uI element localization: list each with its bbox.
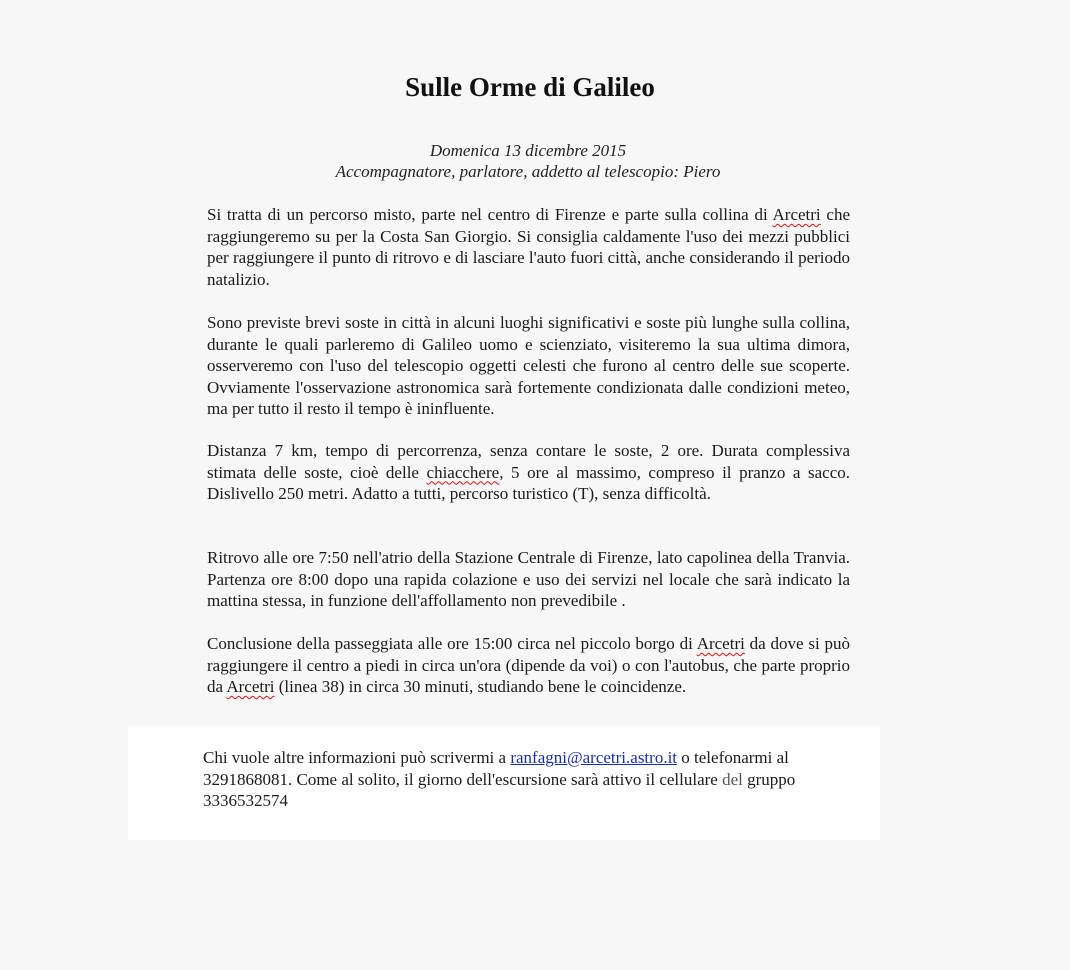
paragraph-text: Si tratta di un percorso misto, parte nel centro di Firenze e parte sulla collina di — [207, 205, 773, 224]
paragraph-text: (linea 38) in circa 30 minuti, studiando bene le coincidenze. — [274, 677, 687, 696]
contact-text: Chi vuole altre informazioni può scrivermi a — [203, 748, 511, 767]
spellcheck-word: Arcetri — [696, 634, 745, 653]
paragraph-text: che raggiungeremo su per la Costa San Giorgio. Si consiglia caldamente l'uso dei mezzi pubblici per raggiungere il punto di ritrovo e di lasciare l'auto fuori città, anche considerando il periodo natalizio. — [207, 205, 850, 289]
document-title: Sulle Orme di Galileo — [405, 72, 655, 102]
contact-text: o telefonarmi al 3291868081. Come al solito, il giorno dell'escursione sarà attivo il cellulare — [203, 748, 789, 789]
paragraph-distance — [207, 440, 850, 505]
spellcheck-word: Arcetri — [226, 677, 275, 696]
paragraph-text: Distanza 7 km, tempo di percorrenza, senza contare le soste, 2 ore. Durata complessiva stimata delle soste, cioè delle — [207, 441, 850, 482]
contact-text: del — [722, 769, 743, 789]
guide-info: Accompagnatore, parlatore, addetto al telescopio: Piero — [335, 162, 721, 181]
paragraph-conclusion — [207, 633, 850, 698]
paragraph-meeting: Ritrovo alle ore 7:50 nell'atrio della Stazione Centrale di Firenze, lato capolinea della Tranvia. Partenza ore 8:00 dopo una rapida colazione e uso dei servizi nel locale che sarà indicato la mattina stessa, in funzione dell'affollamento non prevedibile . — [207, 548, 850, 610]
paragraph-text: Conclusione della passeggiata alle ore 15:00 circa nel piccolo borgo di — [207, 634, 697, 653]
email-link[interactable]: ranfagni@arcetri.astro.it — [510, 748, 678, 767]
paragraph-text: da dove si può raggiungere il centro a piedi in circa un'ora (dipende da voi) o con l'autobus, che parte proprio da — [207, 634, 850, 696]
paragraph-text: , 5 ore al massimo, compreso il pranzo a sacco. Dislivello 250 metri. Adatto a tutti, percorso turistico (T), senza difficoltà. — [207, 462, 850, 503]
event-date: Domenica 13 dicembre 2015 — [429, 141, 627, 160]
spellcheck-word: Arcetri — [772, 205, 821, 224]
paragraph-route — [207, 204, 850, 290]
contact-text: gruppo 3336532574 — [203, 769, 796, 810]
paragraph-program: Sono previste brevi soste in città in alcuni luoghi significativi e soste più lunghe sulla collina, durante le quali parleremo di Galileo uomo e scienziato, visiteremo la sua ultima dimora, osserveremo con l'uso del telescopio oggetti celesti che furono al centro delle sue scoperte. Ovviamente l'osservazione astronomica sarà fortemente condizionata dalle condizioni meteo, ma per tutto il resto il tempo è ininfluente. — [207, 313, 850, 418]
contact-info — [203, 747, 853, 812]
spellcheck-word: chiacchere — [426, 462, 500, 482]
